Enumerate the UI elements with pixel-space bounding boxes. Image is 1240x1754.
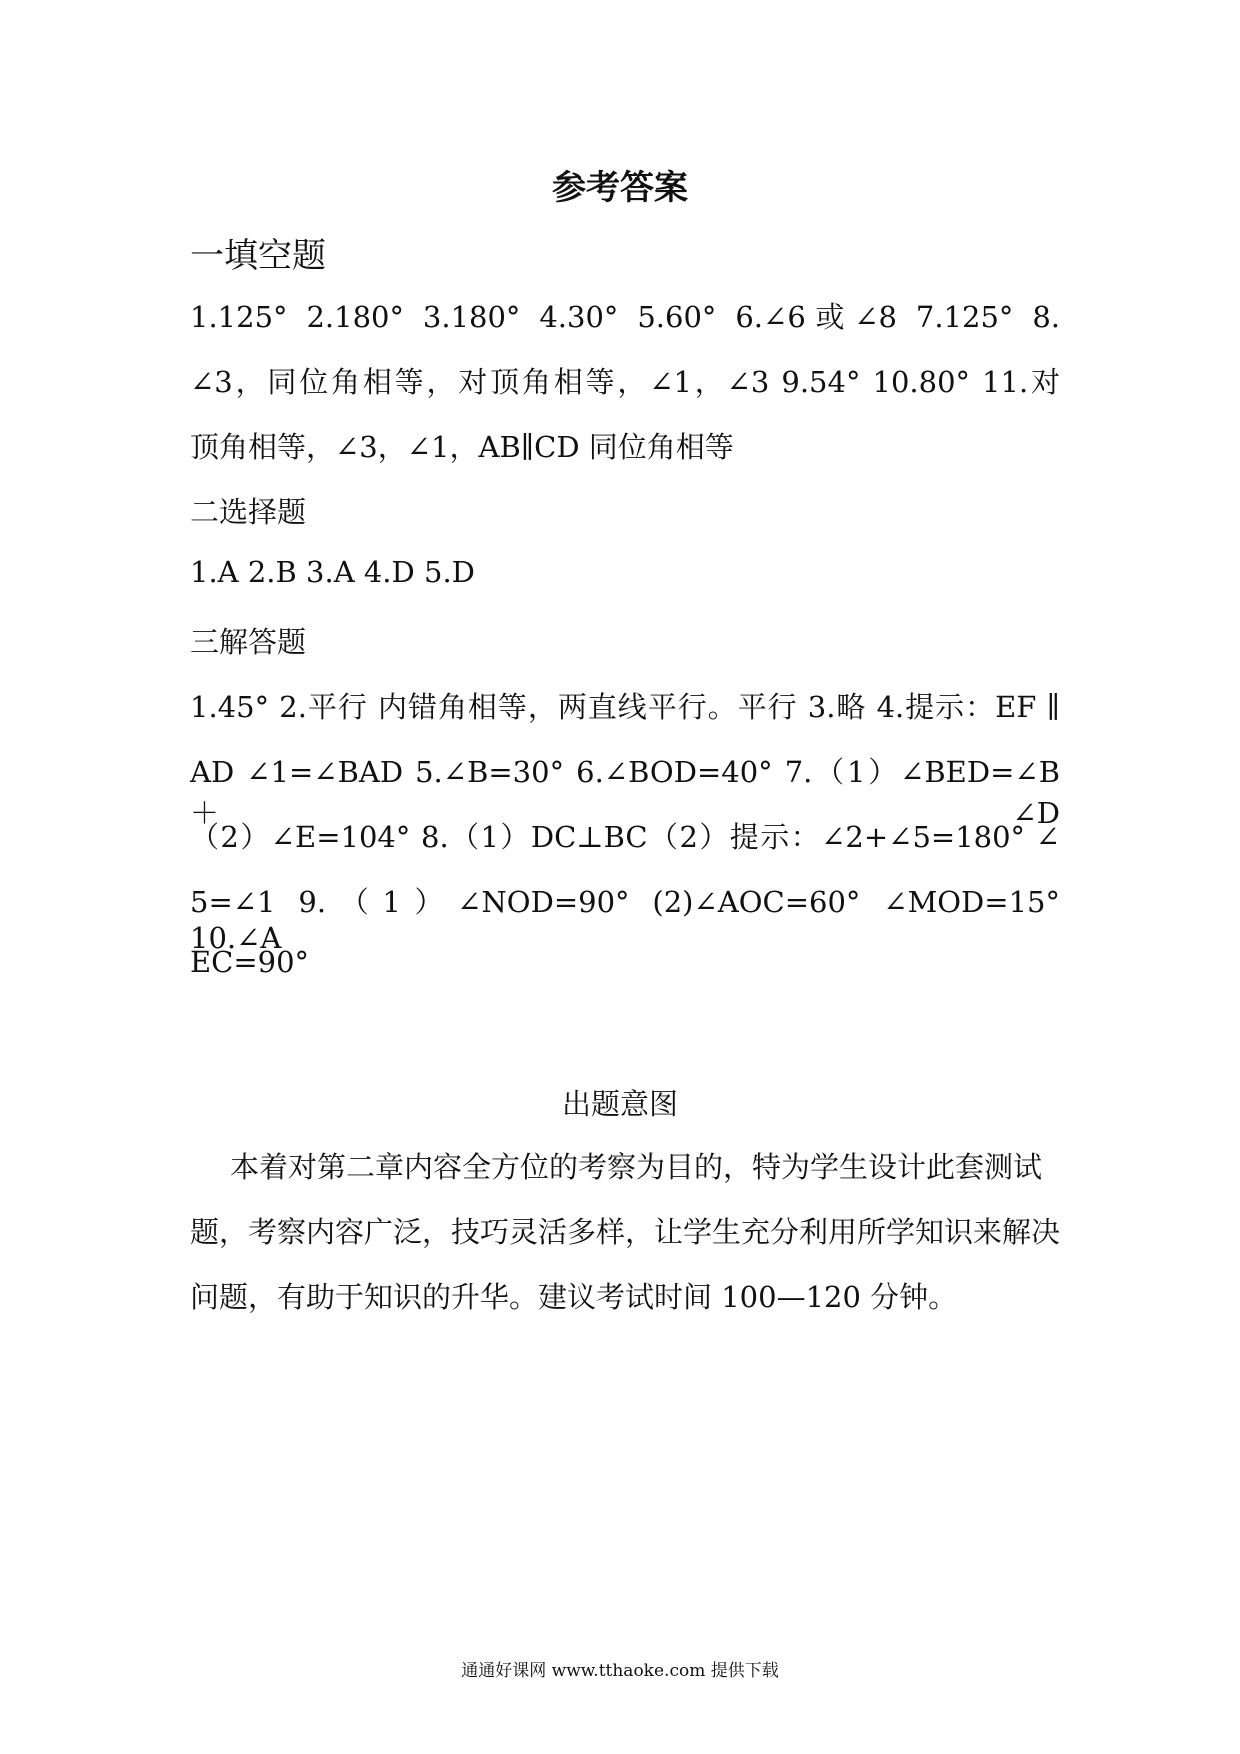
answer-line: EC=90° — [190, 945, 310, 979]
intent-line: 本着对第二章内容全方位的考察为目的，特为学生设计此套测试 — [230, 1150, 1043, 1184]
answer-line: 顶角相等，∠3，∠1，AB∥CD 同位角相等 — [190, 430, 734, 464]
answer-line: 5=∠1 9.（1）∠NOD=90° (2)∠AOC=60° ∠MOD=15° 10.∠A — [190, 885, 1060, 955]
answer-line: AD ∠1=∠BAD 5.∠B=30° 6.∠BOD=40° 7.（1）∠BED=∠B＋∠D — [190, 755, 1060, 830]
intent-heading: 出题意图 — [561, 1087, 678, 1121]
answer-line: （2）∠E=104° 8.（1）DC⊥BC（2）提示：∠2+∠5=180° ∠ — [190, 820, 1060, 854]
footer-source: 通通好课网 www.tthaoke.com 提供下载 — [461, 1661, 779, 1681]
page-title: 参考答案 — [552, 168, 688, 208]
answer-line: 1.45° 2.平行 内错角相等，两直线平行。平行 3.略 4.提示：EF ∥ — [190, 690, 1060, 724]
section-heading-solutions: 三解答题 — [190, 625, 307, 659]
answer-line: ∠3，同位角相等，对顶角相等，∠1，∠3 9.54° 10.80° 11.对 — [190, 365, 1060, 399]
intent-line: 题，考察内容广泛，技巧灵活多样，让学生充分利用所学知识来解决 — [190, 1215, 1061, 1249]
answer-line: 1.A 2.B 3.A 4.D 5.D — [190, 555, 475, 589]
intent-line: 问题，有助于知识的升华。建议考试时间 100—120 分钟。 — [190, 1280, 958, 1314]
answer-line: 1.125° 2.180° 3.180° 4.30° 5.60° 6.∠6或∠8 7.125° 8. — [190, 300, 1060, 334]
section-heading-fill-blank: 一填空题 — [190, 236, 326, 276]
section-heading-multiple-choice: 二选择题 — [190, 495, 307, 529]
